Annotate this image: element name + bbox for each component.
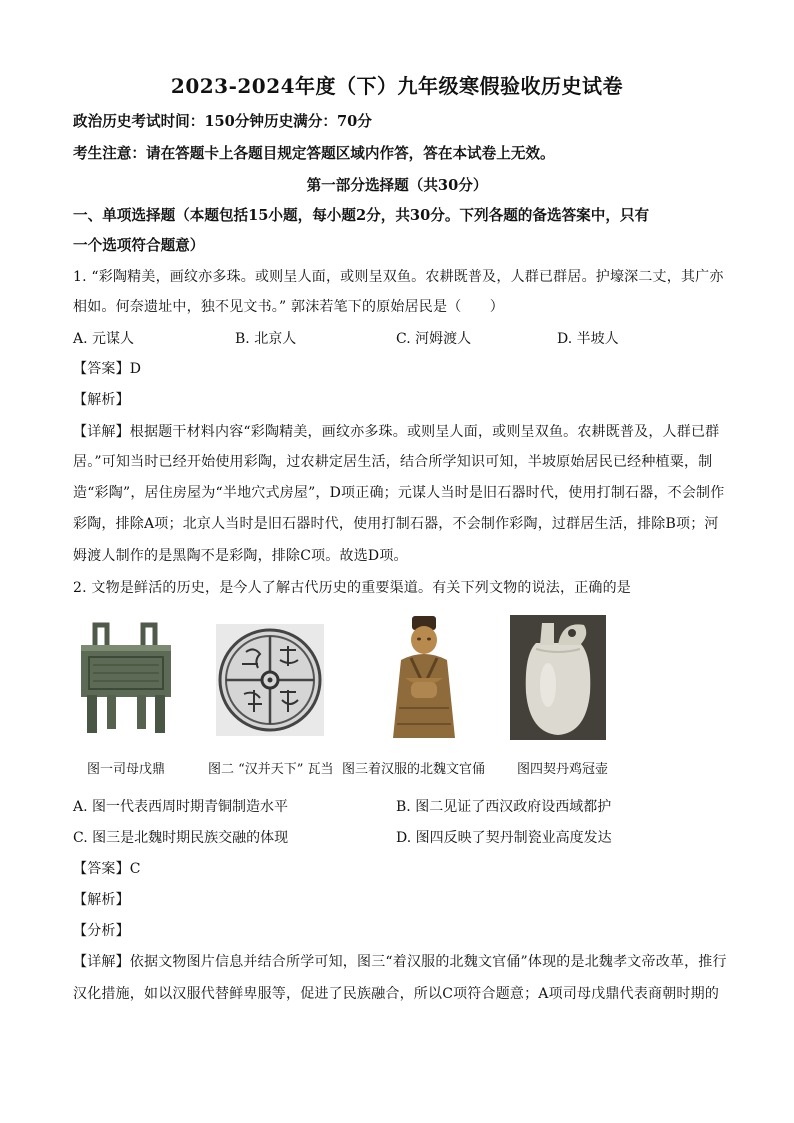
q1-option-c: C. 河姆渡人 bbox=[396, 331, 472, 347]
exam-info: 政治历史考试时间：150分钟历史满分：70分 bbox=[73, 113, 372, 130]
figurine-image bbox=[381, 612, 467, 742]
q1-detail-line: 【详解】根据题干材料内容“彩陶精美，画纹亦多珠。或则呈人面，或则呈双鱼。农耕既普及，人群已群 bbox=[73, 424, 720, 440]
exam-notice: 考生注意：请在答题卡上各题目规定答题区域内作答，答在本试卷上无效。 bbox=[73, 145, 555, 162]
exam-title: 2023-2024年度（下）九年级寒假验收历史试卷 bbox=[170, 74, 624, 98]
q2-analysis-label: 【解析】 bbox=[73, 892, 130, 908]
section-heading-line2: 一个选项符合题意） bbox=[73, 237, 205, 254]
caption-fig1: 图一司母戊鼎 bbox=[87, 762, 166, 777]
q2-option-d: D. 图四反映了契丹制瓷业高度发达 bbox=[396, 830, 612, 846]
q2-stem: 2. 文物是鲜活的历史，是今人了解古代历史的重要渠道。有关下列文物的说法，正确的是 bbox=[73, 580, 632, 596]
ding-image bbox=[73, 615, 178, 740]
q1-stem-line2: 相如。何奈遗址中，独不见文书。” 郭沫若笔下的原始居民是（ ） bbox=[73, 299, 505, 315]
q1-detail-line: 居。”可知当时已经开始使用彩陶，过农耕定居生活，结合所学知识可知，半坡原始居民已经种植粟，制 bbox=[73, 454, 713, 470]
jiguanhu-image bbox=[510, 615, 606, 740]
q1-option-a: A. 元谋人 bbox=[73, 331, 135, 347]
q2-answer: 【答案】C bbox=[73, 861, 141, 877]
part-title: 第一部分选择题（共30分） bbox=[306, 177, 488, 194]
q2-fenxi-label: 【分析】 bbox=[73, 923, 130, 939]
q1-stem-line1: 1. “彩陶精美，画纹亦多珠。或则呈人面，或则呈双鱼。农耕既普及，人群已群居。护壕深二丈，其广亦 bbox=[73, 269, 724, 285]
q2-option-a: A. 图一代表西周时期青铜制造水平 bbox=[73, 799, 289, 815]
q1-detail-line: 姆渡人制作的是黑陶不是彩陶，排除C项。故选D项。 bbox=[73, 548, 408, 564]
q1-option-d: D. 半坡人 bbox=[557, 331, 619, 347]
caption-fig2: 图二 “汉并天下” 瓦当 bbox=[208, 762, 334, 777]
q2-option-c: C. 图三是北魏时期民族交融的体现 bbox=[73, 830, 289, 846]
q2-detail-line: 【详解】依据文物图片信息并结合所学可知，图三“着汉服的北魏文官俑”体现的是北魏孝文帝改革，推行 bbox=[73, 954, 727, 970]
q1-detail-line: 彩陶，排除A项；北京人当时是旧石器时代，使用打制石器，不会制作彩陶，过群居生活，排除B项；河 bbox=[73, 516, 719, 532]
q2-detail-line: 汉化措施，如以汉服代替鲜卑服等，促进了民族融合，所以C项符合题意；A项司母戊鼎代表商朝时期的 bbox=[73, 986, 720, 1002]
q1-analysis-label: 【解析】 bbox=[73, 392, 130, 408]
q2-option-b: B. 图二见证了西汉政府设西域都护 bbox=[396, 799, 612, 815]
q1-option-b: B. 北京人 bbox=[235, 331, 297, 347]
caption-fig3: 图三着汉服的北魏文官俑 bbox=[342, 762, 486, 777]
wadang-image bbox=[216, 624, 324, 736]
section-heading-line1: 一、单项选择题（本题包括15小题，每小题2分，共30分。下列各题的备选答案中，只有 bbox=[73, 207, 650, 224]
q1-detail-line: 造“彩陶”，居住房屋为“半地穴式房屋”，D项正确；元谋人当时是旧石器时代，使用打制石器，不会制作 bbox=[73, 485, 725, 501]
caption-fig4: 图四契丹鸡冠壶 bbox=[517, 762, 609, 777]
q1-answer: 【答案】D bbox=[73, 361, 142, 377]
